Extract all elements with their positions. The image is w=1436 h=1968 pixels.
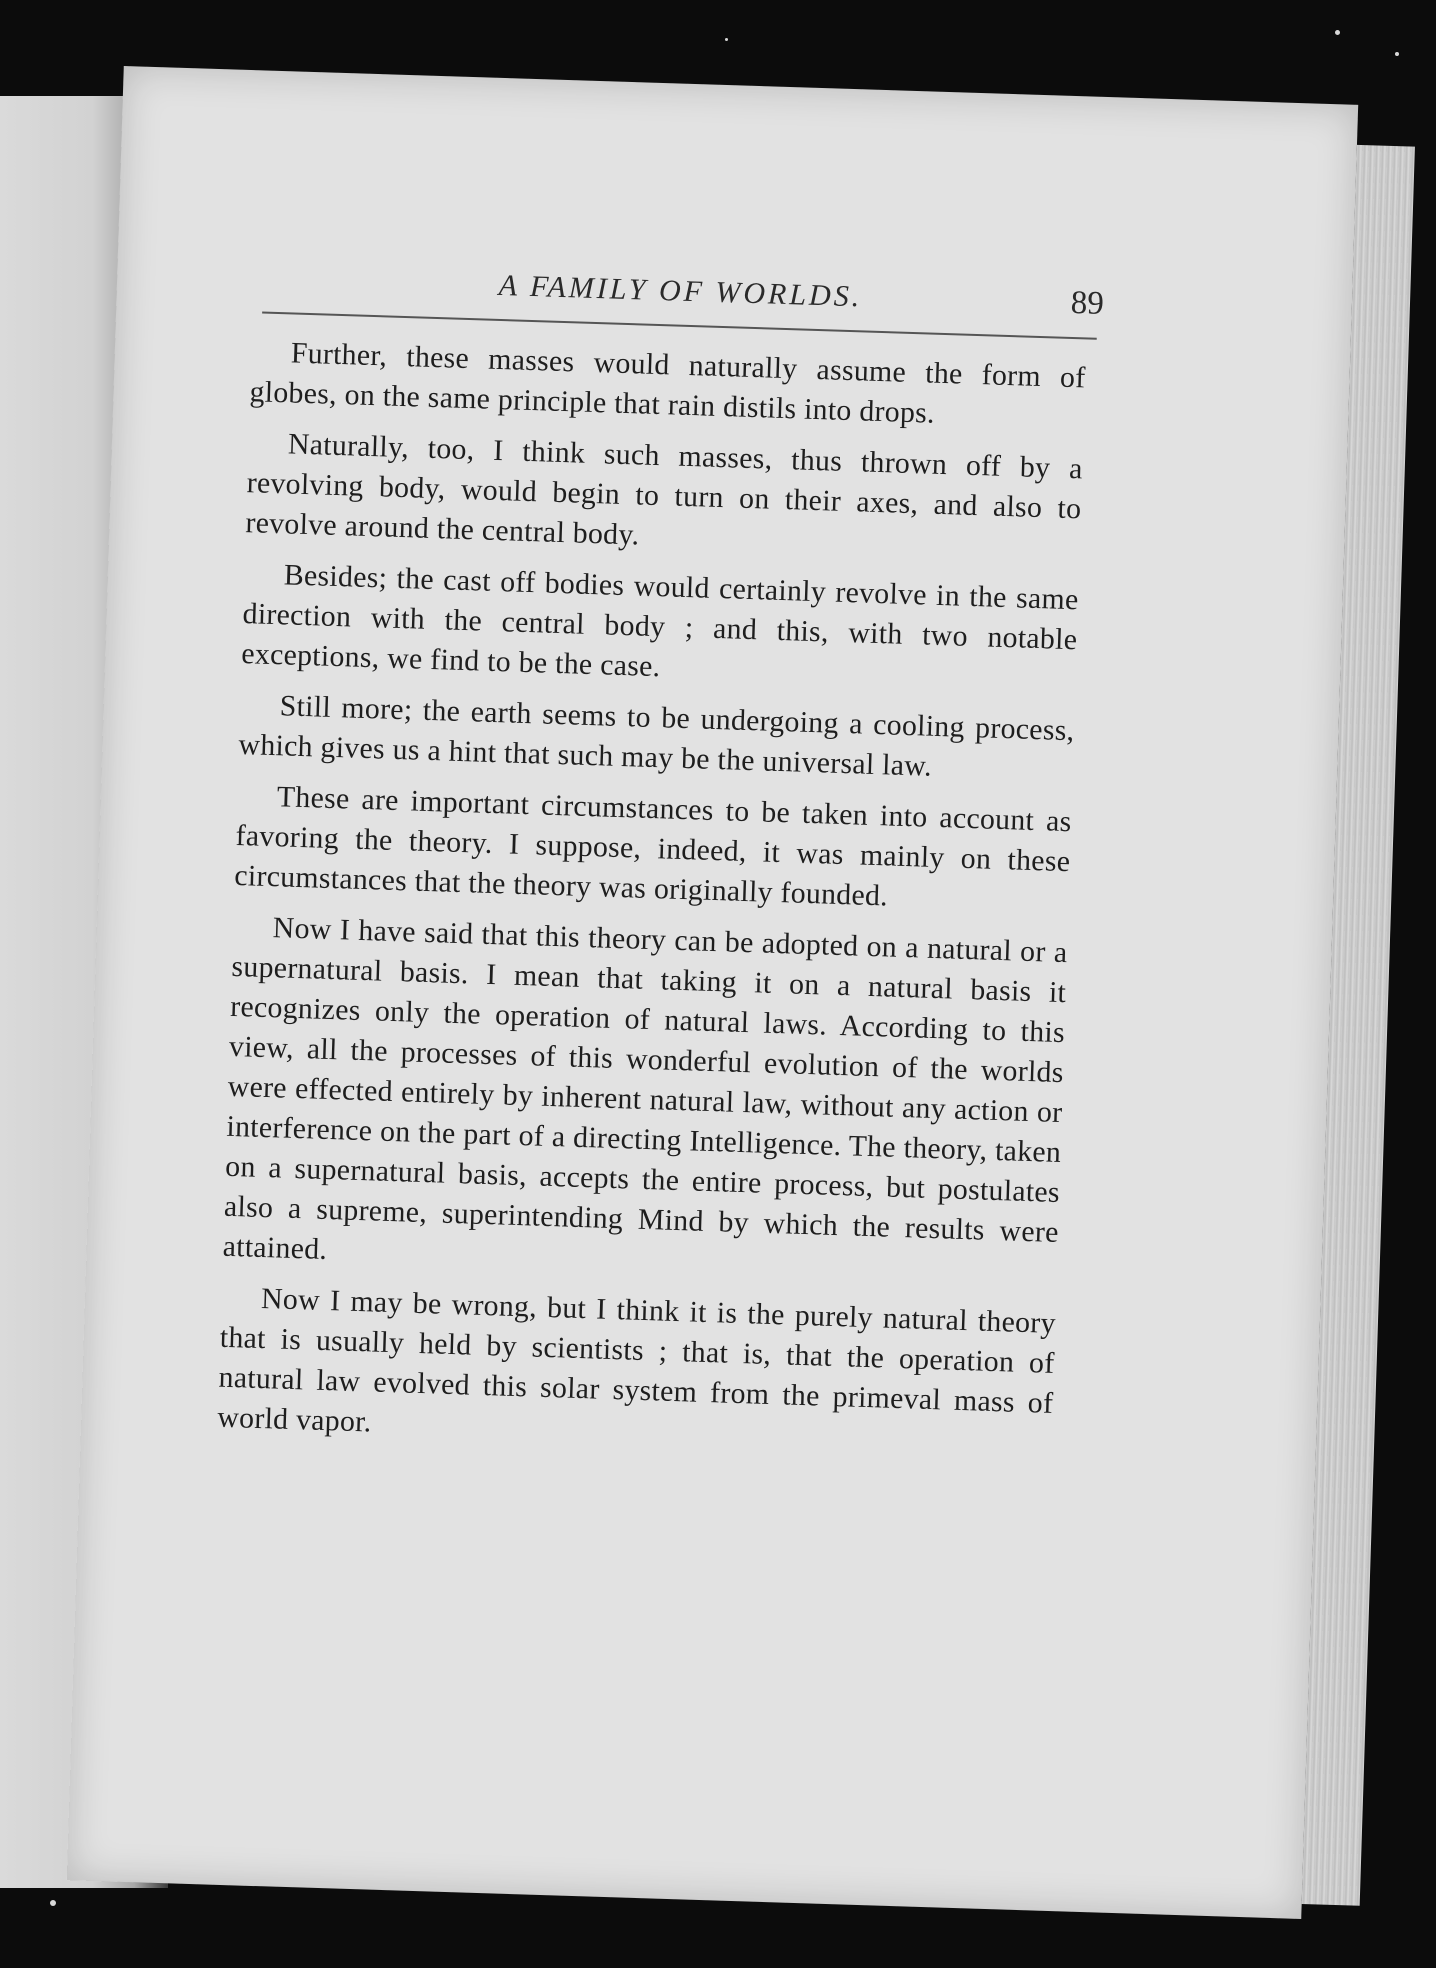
paragraph: Further, these masses would naturally assume the form of globes, on the same principle that rain distils into drops. <box>249 336 1087 430</box>
paragraph: Still more; the earth seems to be undergoing a cooling process, which gives us a hint that such may be the universal law. <box>238 689 1075 783</box>
page-number: 89 <box>1070 284 1105 322</box>
paragraph: Naturally, too, I think such masses, thus thrown off by a revolving body, would begin to turn on their axes, and also to revolve around the central body. <box>245 427 1084 552</box>
running-title: A FAMILY OF WORLDS. <box>498 268 863 314</box>
body-text <box>216 332 1086 1475</box>
running-header <box>262 256 1105 340</box>
book-page <box>67 66 1358 1919</box>
scan-speck <box>725 38 728 41</box>
scan-speck <box>50 1900 56 1906</box>
scan-speck <box>1395 52 1399 56</box>
paragraph: Now I have said that this theory can be adopted on a natural or a supernatural basis. I mean that taking it on a natural basis it recognizes only the operation of natural laws. According to this view, all the processes of this wonderful evolution of the worlds were effected entirely by inherent natural law, without any action or interference on the part of a directing Intelligence. The theory, taken on a supernatural basis, accepts the entire process, but postulates also a supreme, superintending Mind by which the results were attained. <box>222 911 1068 1267</box>
page-scan <box>67 66 1358 1919</box>
scan-speck <box>1335 30 1340 35</box>
paragraph: Besides; the cast off bodies would certainly revolve in the same direction with the central body ; and this, with two notable exceptions, we find to be the case. <box>240 558 1080 684</box>
paragraph: Now I may be wrong, but I think it is the purely natural theory that is usually held by scientists ; that is, that the operation of natural law evolved this solar system from the primeval mass of world vapor. <box>216 1281 1057 1439</box>
paragraph: These are important circumstances to be taken into account as favoring the theory. I suppose, indeed, it was mainly on these circumstances that the theory was originally founded. <box>233 780 1073 913</box>
